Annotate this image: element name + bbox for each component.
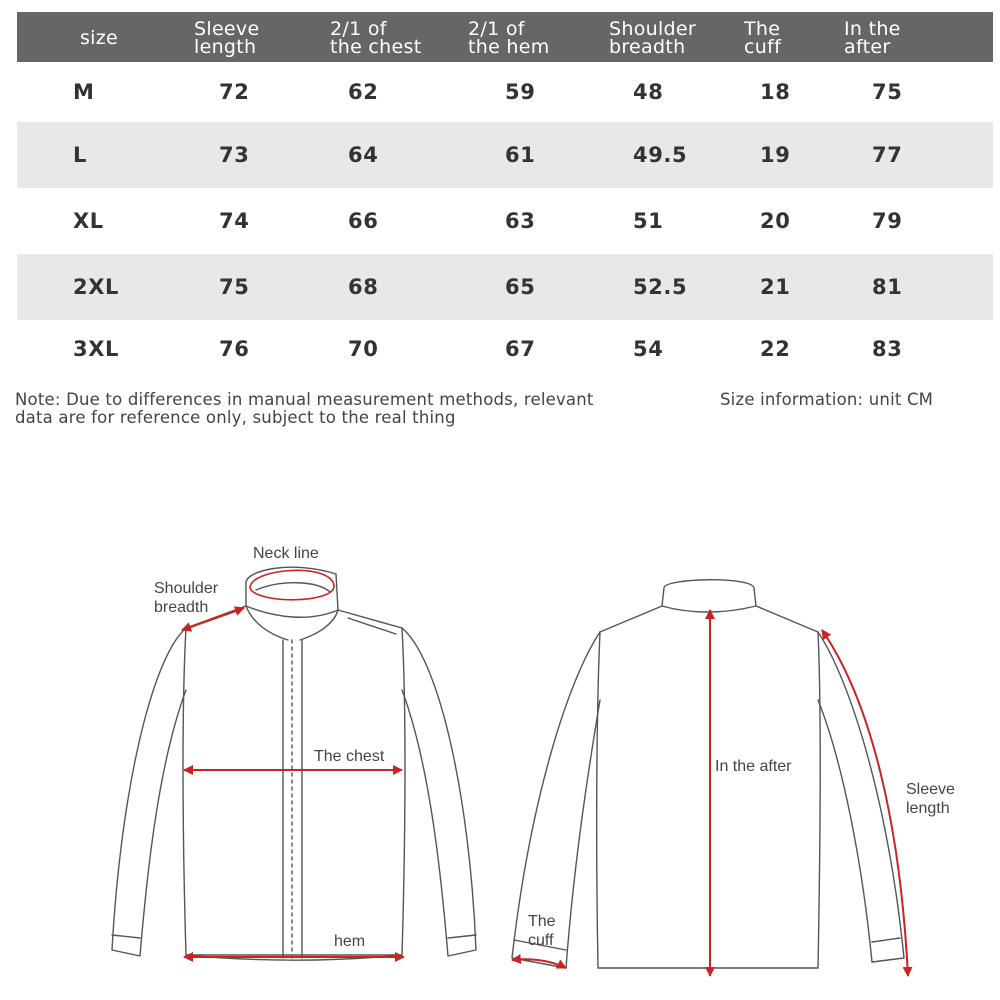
- cuff-label-line2: cuff: [528, 932, 554, 949]
- after-cell: 81: [872, 275, 903, 299]
- cuff-cell: 20: [760, 209, 791, 233]
- unit-info: Size information: unit CM: [720, 390, 934, 409]
- neck-line-label: Neck line: [253, 545, 319, 562]
- back-sleeve-left: [512, 632, 600, 968]
- cuff-cell: 19: [760, 143, 791, 167]
- size-cell: 2XL: [73, 275, 119, 299]
- header-hem-line1: 2/1 of: [468, 18, 525, 40]
- chest-label: The chest: [314, 748, 385, 765]
- hem-cell: 67: [505, 337, 536, 361]
- chest-cell: 70: [348, 337, 379, 361]
- header-size-label: size: [79, 27, 119, 49]
- header-chest-line2: the chest: [330, 36, 422, 58]
- chest-cell: 68: [348, 275, 379, 299]
- header-sleeve-length-line1: Sleeve: [194, 18, 260, 40]
- front-placket: [283, 640, 302, 958]
- header-cuff-line2: cuff: [744, 36, 782, 58]
- neck-line-marker: [250, 570, 334, 599]
- after-cell: 83: [872, 337, 903, 361]
- shoulder-breadth-label-line2: breadth: [154, 599, 209, 616]
- chest-cell: 66: [348, 209, 379, 233]
- hem-cell: 65: [505, 275, 536, 299]
- shoulder-cell: 54: [633, 337, 664, 361]
- sleeve-length-cell: 75: [219, 275, 250, 299]
- header-cuff-line1: The: [744, 18, 781, 40]
- sleeve-length-cell: 76: [219, 337, 250, 361]
- back-jacket: [512, 580, 904, 968]
- header-after-line2: after: [844, 36, 891, 58]
- size-cell: L: [73, 143, 87, 167]
- sleeve-length-label-line2: length: [906, 800, 950, 817]
- shoulder-breadth-label-line1: Shoulder: [154, 580, 219, 597]
- sleeve-length-cell: 72: [219, 80, 250, 104]
- back-sleeve-right: [818, 632, 904, 962]
- after-cell: 79: [872, 209, 903, 233]
- header-shoulder-line1: Shoulder: [609, 18, 697, 40]
- hem-label: hem: [334, 933, 366, 950]
- front-jacket: [112, 567, 476, 960]
- back-collar: [662, 580, 756, 612]
- header-after-line1: In the: [844, 18, 901, 40]
- chest-cell: 64: [348, 143, 379, 167]
- after-cell: 77: [872, 143, 903, 167]
- after-cell: 75: [872, 80, 903, 104]
- size-cell: M: [73, 80, 95, 104]
- sleeve-length-label-line1: Sleeve: [906, 781, 955, 798]
- front-sleeve-right: [402, 628, 476, 956]
- size-cell: XL: [73, 209, 104, 233]
- in-the-after-label: In the after: [715, 758, 792, 775]
- header-chest-line1: 2/1 of: [330, 18, 387, 40]
- front-body: [183, 628, 405, 955]
- header-hem-line2: the hem: [468, 36, 550, 58]
- shoulder-cell: 49.5: [633, 143, 688, 167]
- cuff-cell: 22: [760, 337, 791, 361]
- cuff-label-line1: The: [528, 913, 556, 930]
- shoulder-cell: 52.5: [633, 275, 688, 299]
- cuff-cell: 18: [760, 80, 791, 104]
- cuff-cell: 21: [760, 275, 791, 299]
- sleeve-length-cell: 74: [219, 209, 250, 233]
- shoulder-cell: 51: [633, 209, 664, 233]
- hem-cell: 63: [505, 209, 536, 233]
- hem-cell: 59: [505, 80, 536, 104]
- header-shoulder-line2: breadth: [609, 36, 686, 58]
- hem-cell: 61: [505, 143, 536, 167]
- size-cell: 3XL: [73, 337, 119, 361]
- note-line-1: Note: Due to differences in manual measurement methods, relevant: [15, 390, 594, 409]
- shoulder-cell: 48: [633, 80, 664, 104]
- note-line-2: data are for reference only, subject to the real thing: [15, 408, 456, 427]
- header-sleeve-length-line2: length: [194, 36, 257, 58]
- chest-cell: 62: [348, 80, 379, 104]
- sleeve-length-cell: 73: [219, 143, 250, 167]
- sleeve-length-measure: [822, 630, 908, 976]
- front-sleeve-left: [112, 628, 186, 956]
- back-body: [597, 632, 821, 968]
- back-measure-lines: [512, 610, 908, 976]
